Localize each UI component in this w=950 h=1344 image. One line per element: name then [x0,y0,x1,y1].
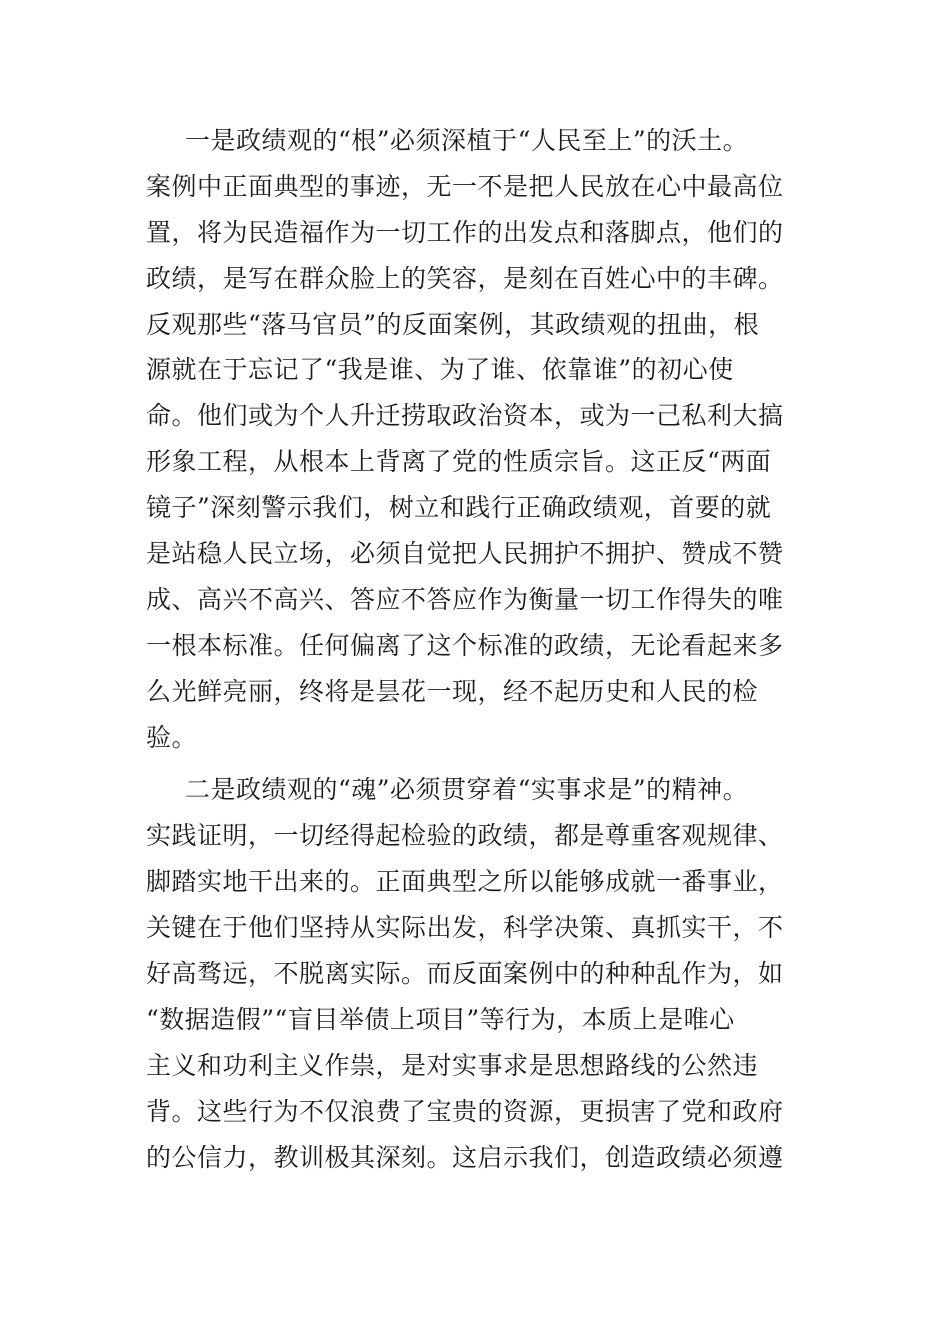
paragraph-line: 镜子”深刻警示我们，树立和践行正确政绩观，首要的就 [146,493,772,523]
paragraph-2 [146,767,796,1180]
paragraph-line: “数据造假”“盲目举债上项目”等行为，本质上是唯心 [146,1004,735,1034]
paragraph-line: 源就在于忘记了“我是谁、为了谁、依靠谁”的初心使 [146,355,734,385]
paragraph-line: 关键在于他们坚持从实际出发，科学决策、真抓实干，不 [146,913,784,943]
paragraph-line: 一是政绩观的“根”必须深植于“人民至上”的沃土。 [185,126,749,155]
paragraph-line: 验。 [146,722,198,752]
paragraph-line: 的公信力，教训极其深刻。这启示我们，创造政绩必须遵 [146,1142,784,1172]
paragraph-line: 政绩，是写在群众脸上的笑容，是刻在百姓心中的丰碑。 [146,263,784,293]
paragraph-line: 主义和功利主义作祟，是对实事求是思想路线的公然违 [146,1050,759,1080]
paragraph-line: 脚踏实地干出来的。正面典型之所以能够成就一番事业， [146,867,784,897]
paragraph-line: 一根本标准。任何偏离了这个标准的政绩，无论看起来多 [146,630,784,660]
paragraph-line: 好高骛远，不脱离实际。而反面案例中的种种乱作为，如 [146,959,784,989]
paragraph-line: 置，将为民造福作为一切工作的出发点和落脚点，他们的 [146,217,784,247]
paragraph-line: 反观那些“落马官员”的反面案例，其政绩观的扭曲，根 [146,309,760,339]
paragraph-line: 背。这些行为不仅浪费了宝贵的资源，更损害了党和政府 [146,1096,784,1126]
document-body [146,118,796,1180]
paragraph-line: 命。他们或为个人升迁捞取政治资本，或为一己私利大搞 [146,401,784,431]
paragraph-gap [146,760,796,767]
paragraph-1 [146,118,796,760]
paragraph-line: 是站稳人民立场，必须自觉把人民拥护不拥护、赞成不赞 [146,539,784,569]
paragraph-line: 二是政绩观的“魂”必须贯穿着“实事求是”的精神。 [185,775,749,805]
paragraph-line: 么光鲜亮丽，终将是昙花一现，经不起历史和人民的检 [146,676,759,706]
paragraph-line: 成、高兴不高兴、答应不答应作为衡量一切工作得失的唯 [146,584,784,614]
paragraph-line: 形象工程，从根本上背离了党的性质宗旨。这正反“两面 [146,447,772,477]
paragraph-line: 实践证明，一切经得起检验的政绩，都是尊重客观规律、 [146,821,784,851]
paragraph-line: 案例中正面典型的事迹，无一不是把人民放在心中最高位 [146,171,784,201]
